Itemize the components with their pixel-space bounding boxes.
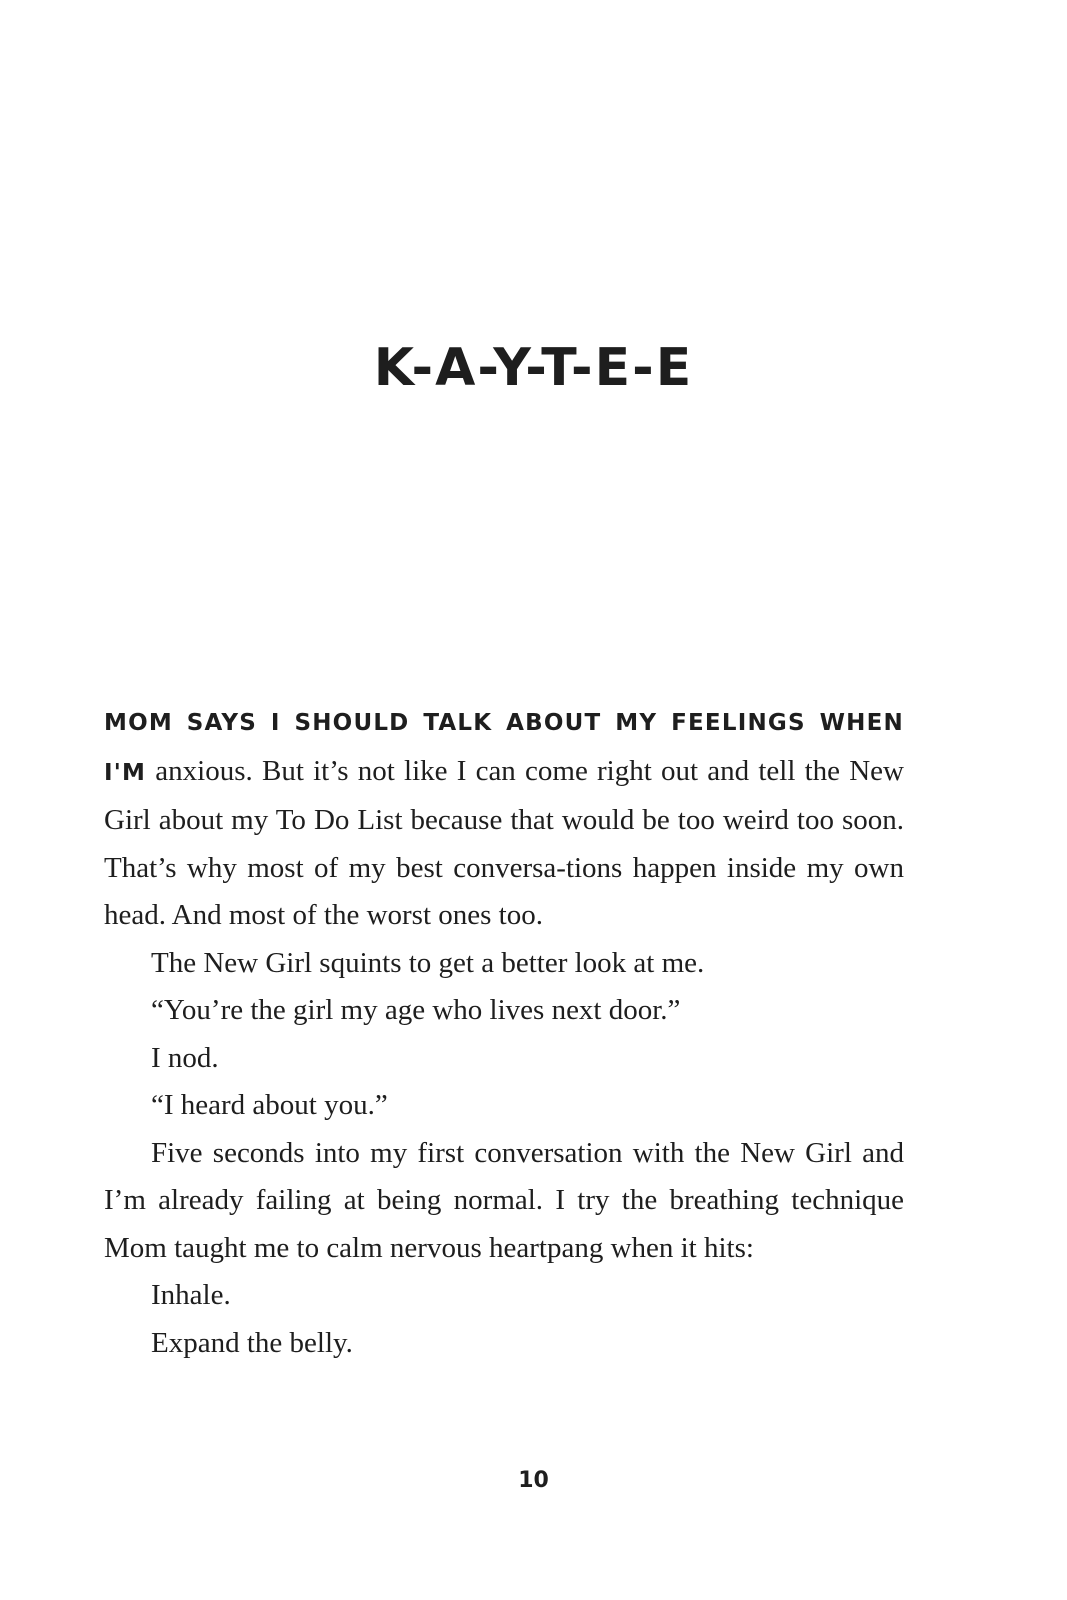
paragraph: The New Girl squints to get a better look at me. — [151, 946, 705, 979]
paragraph: Inhale. — [151, 1279, 231, 1311]
first-paragraph-text: anxious. But it’s not like I can come right out and tell the New Girl about my To Do List because that would be too weird too soon. That’s why most of my best conversa-tions happen inside my own head. And most of the worst ones too. — [104, 754, 904, 931]
paragraph: Expand the belly. — [151, 1326, 353, 1359]
paragraph: “I heard about you.” — [151, 1089, 388, 1121]
chapter-title: K-A-Y-T-E-E — [373, 338, 694, 398]
first-paragraph — [104, 698, 904, 940]
paragraph: “You’re the girl my age who lives next door.” — [151, 994, 681, 1026]
lead-in-caps: MOM SAYS I SHOULD TALK ABOUT MY FEELINGS WHEN I'M — [104, 710, 904, 786]
paragraph: I nod. — [151, 1041, 219, 1074]
body-text — [104, 698, 904, 1367]
page-number: 10 — [518, 1468, 549, 1493]
paragraph: Five seconds into my first conversation with the New Girl and I’m already failing at being normal. I try the breathing technique Mom taught me to calm nervous heartpang when it hits: — [104, 1136, 904, 1264]
